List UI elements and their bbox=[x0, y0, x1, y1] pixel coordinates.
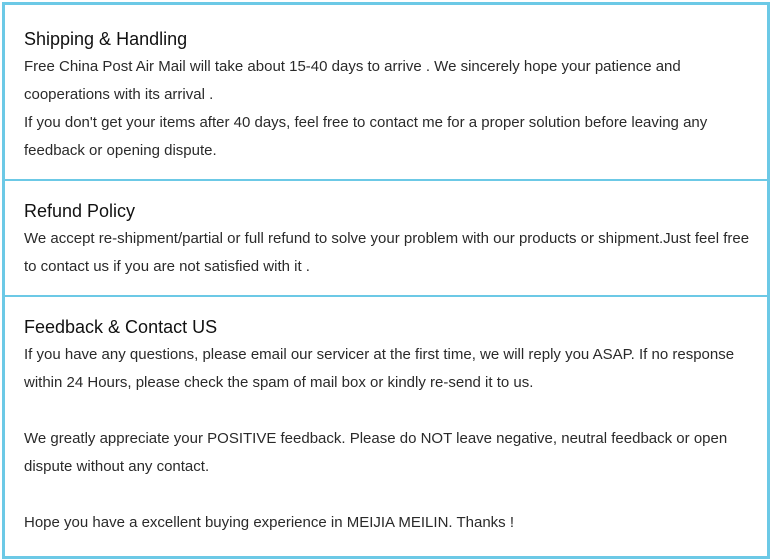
refund-section bbox=[5, 181, 767, 295]
shipping-paragraph-1: Free China Post Air Mail will take about 15-40 days to arrive . We sincerely hope your patience and cooperations with its arrival . bbox=[24, 58, 681, 103]
feedback-paragraph-1: If you have any questions, please email our servicer at the first time, we will reply you ASAP. If no response within 24 Hours, please check the spam of mail box or kindly re-send it to us. bbox=[24, 346, 735, 391]
feedback-paragraph-2: We greatly appreciate your POSITIVE feedback. Please do NOT leave negative, neutral feedback or open dispute without any contact. bbox=[24, 430, 728, 475]
shipping-section bbox=[5, 5, 767, 179]
shipping-paragraph-2: If you don't get your items after 40 days, feel free to contact me for a proper solution before leaving any feedback or opening dispute. bbox=[24, 114, 708, 159]
refund-paragraph-1: We accept re-shipment/partial or full refund to solve your problem with our products or shipment.Just feel free to contact us if you are not satisfied with it . bbox=[24, 230, 750, 275]
feedback-paragraph-3: Hope you have a excellent buying experience in MEIJIA MEILIN. Thanks ! bbox=[24, 514, 514, 531]
feedback-title: Feedback & Contact US bbox=[24, 317, 218, 337]
feedback-section bbox=[5, 297, 767, 553]
refund-title: Refund Policy bbox=[24, 201, 136, 221]
shipping-title: Shipping & Handling bbox=[24, 29, 188, 49]
policy-frame bbox=[2, 2, 770, 559]
